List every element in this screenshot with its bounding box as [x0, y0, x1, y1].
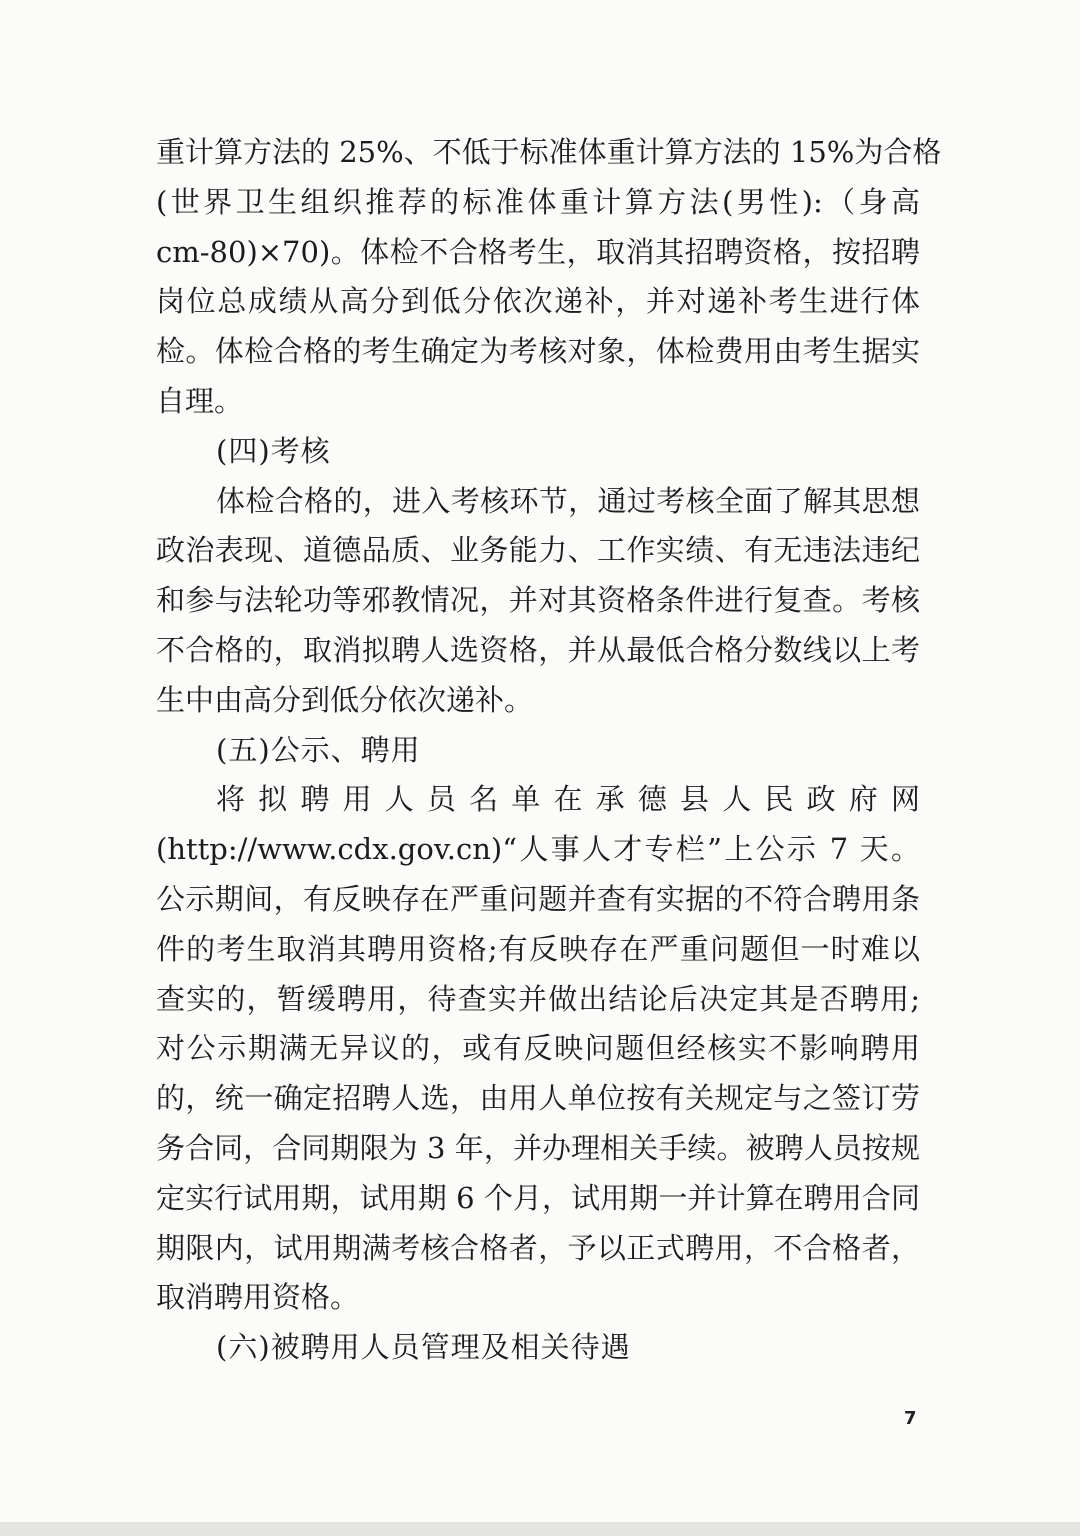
- text-line: 岗位总成绩从高分到低分依次递补，并对递补考生进行体: [156, 284, 920, 319]
- text-line: (世界卫生组织推荐的标准体重计算方法(男性):（身高: [156, 184, 920, 219]
- text-line: 期限内，试用期满考核合格者，予以正式聘用，不合格者，: [156, 1230, 920, 1265]
- text-line: 重计算方法的 25%、不低于标准体重计算方法的 15%为合格: [156, 135, 942, 169]
- section-heading-assessment: (四)考核: [216, 433, 331, 468]
- text-line: 的，统一确定招聘人选，由用人单位按有关规定与之签订劳: [156, 1081, 920, 1116]
- text-line: cm-80)×70)。体检不合格考生，取消其招聘资格，按招聘: [156, 234, 920, 269]
- text-line: 查实的，暂缓聘用，待查实并做出结论后决定其是否聘用;: [156, 981, 920, 1016]
- text-line: 不合格的，取消拟聘人选资格，并从最低合格分数线以上考: [156, 632, 920, 667]
- text-line: 件的考生取消其聘用资格;有反映存在严重问题但一时难以: [156, 931, 920, 966]
- text-line: 和参与法轮功等邪教情况，并对其资格条件进行复查。考核: [156, 583, 920, 618]
- text-line-url: (http://www.cdx.gov.cn)“人事人才专栏”上公示 7 天。: [156, 832, 920, 867]
- text-line: 公示期间，有反映存在严重问题并查有实据的不符合聘用条: [156, 881, 920, 916]
- text-line: 对公示期满无异议的，或有反映问题但经核实不影响聘用: [156, 1031, 920, 1066]
- section-heading-publicity-hiring: (五)公示、聘用: [216, 732, 421, 767]
- text-line: 取消聘用资格。: [156, 1280, 360, 1315]
- section-heading-staff-management: (六)被聘用人员管理及相关待遇: [216, 1330, 631, 1365]
- text-line: 将拟聘用人员名单在承德县人民政府网: [216, 782, 920, 817]
- text-line: 政治表现、道德品质、业务能力、工作实绩、有无违法违纪: [156, 533, 920, 568]
- document-body: [156, 128, 942, 1373]
- text-line: 自理。: [156, 383, 244, 418]
- page-number: 7: [904, 1408, 917, 1429]
- text-line: 体检合格的，进入考核环节，通过考核全面了解其思想: [216, 483, 920, 518]
- text-line: 务合同，合同期限为 3 年，并办理相关手续。被聘人员按规: [156, 1130, 920, 1165]
- text-line: 定实行试用期，试用期 6 个月，试用期一并计算在聘用合同: [156, 1180, 920, 1215]
- scan-bottom-edge: [0, 1522, 1080, 1536]
- text-line: 生中由高分到低分依次递补。: [156, 682, 534, 717]
- text-line: 检。体检合格的考生确定为考核对象，体检费用由考生据实: [156, 334, 920, 369]
